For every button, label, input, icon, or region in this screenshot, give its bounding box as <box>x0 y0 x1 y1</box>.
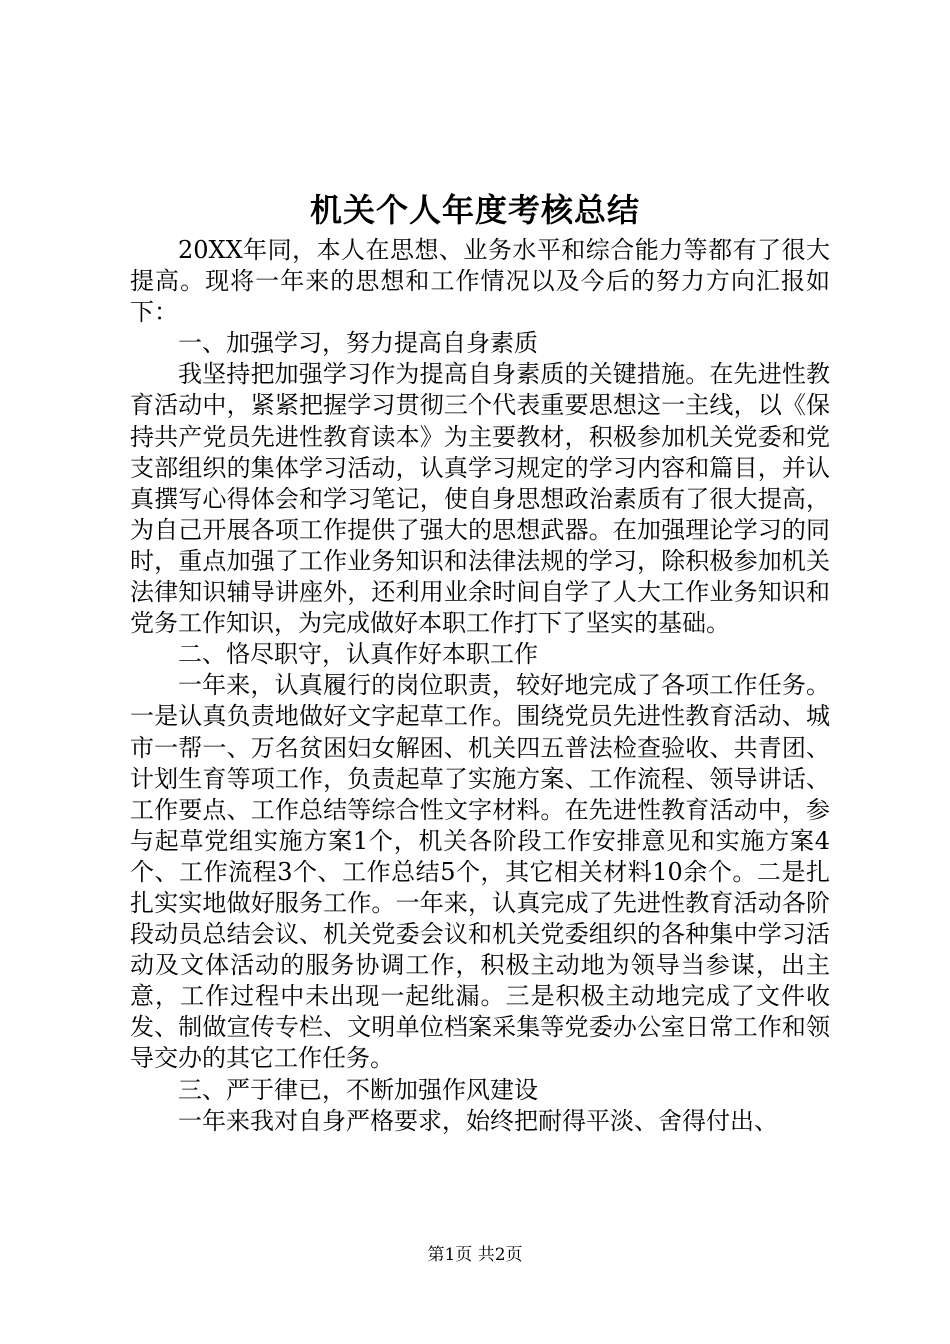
paragraph: 我坚持把加强学习作为提高自身素质的关键措施。在先进性教育活动中，紧紧把握学习贯彻三个代表重要思想这一主线，以《保持共产党员先进性教育读本》为主要教材，积极参加机关党委和党支部组织的集体学习活动，认真学习规定的学习内容和篇目，并认真撰写心得体会和学习笔记，使自身思想政治素质有了很大提高，为自己开展各项工作提供了强大的思想武器。在加强理论学习的同时，重点加强了工作业务知识和法律法规的学习，除积极参加机关法律知识辅导讲座外，还利用业余时间自学了人大工作业务知识和党务工作知识，为完成做好本职工作打下了坚实的基础。 <box>130 360 830 638</box>
paragraph: 20XX年同，本人在思想、业务水平和综合能力等都有了很大提高。现将一年来的思想和工作情况以及今后的努力方向汇报如下： <box>130 236 830 327</box>
document-title: 机关个人年度考核总结 <box>309 191 640 229</box>
paragraph: 一年来，认真履行的岗位职责，较好地完成了各项工作任务。一是认真负责地做好文字起草工作。围绕党员先进性教育活动、城市一帮一、万名贫困妇女解困、机关四五普法检查验收、共青团、计划生育等项工作，负责起草了实施方案、工作流程、领导讲话、工作要点、工作总结等综合性文字材料。在先进性教育活动中，参与起草党组实施方案1个，机关各阶段工作安排意见和实施方案4个、工作流程3个、工作总结5个，其它相关材料10余个。二是扎扎实实地做好服务工作。一年来，认真完成了先进性教育活动各阶段动员总结会议、机关党委会议和机关党委组织的各种集中学习活动及文体活动的服务协调工作，积极主动地为领导当参谋，出主意，工作过程中未出现一起纰漏。三是积极主动地完成了文件收发、制做宣传专栏、文明单位档案采集等党委办公室日常工作和领导交办的其它工作任务。 <box>130 671 830 1073</box>
paragraph: 一年来我对自身严格要求，始终把耐得平淡、舍得付出、 <box>178 1106 778 1135</box>
section-heading: 一、加强学习，努力提高自身素质 <box>178 329 538 358</box>
page-number-footer: 第1页 共2页 <box>427 1245 523 1265</box>
section-heading: 三、严于律已，不断加强作风建设 <box>178 1075 538 1104</box>
document-body <box>130 235 830 1137</box>
section-heading: 二、恪尽职守，认真作好本职工作 <box>178 640 538 669</box>
